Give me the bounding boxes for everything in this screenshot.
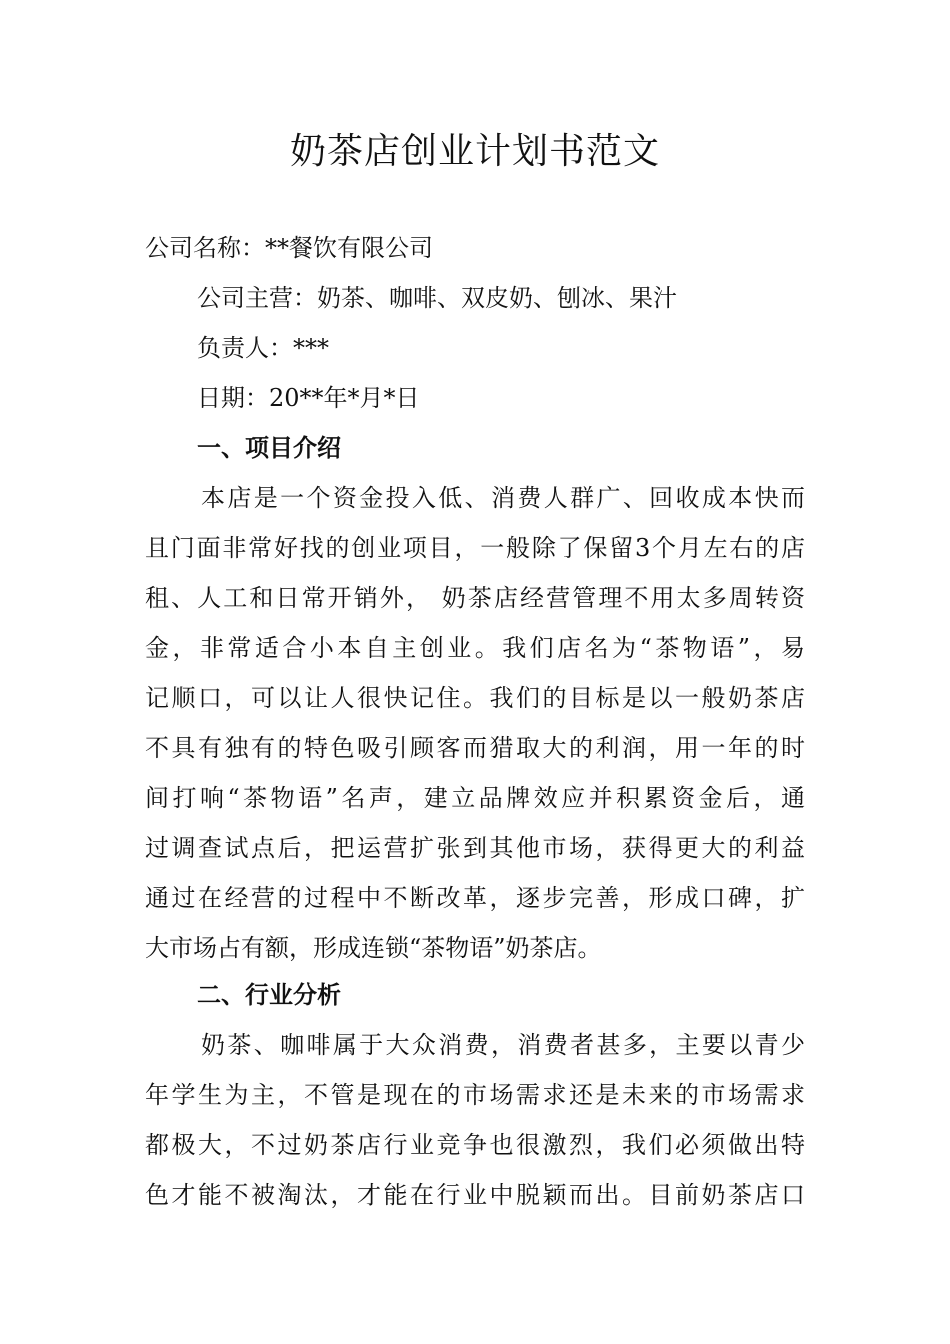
paragraph-line: 色才能不被淘汰，才能在行业中脱颖而出。目前奶茶店口: [145, 1181, 805, 1209]
paragraph-line: 记顺口，可以让人很快记住。我们的目标是以一般奶茶店: [145, 684, 805, 712]
paragraph-line: 过调查试点后，把运营扩张到其他市场，获得更大的利益: [145, 834, 805, 862]
industry-analysis-paragraph: [145, 1020, 805, 1220]
paragraph-line: 间打响“茶物语”名声，建立品牌效应并积累资金后，通: [145, 784, 805, 812]
paragraph-line: 通过在经营的过程中不断改革，逐步完善，形成口碑，扩: [145, 884, 805, 912]
person-in-charge-line: 负责人：***: [197, 334, 329, 362]
paragraph-line: 金，非常适合小本自主创业。我们店名为“茶物语”，易: [145, 634, 805, 662]
section-heading-industry-analysis: 二、行业分析: [197, 980, 341, 1009]
paragraph-line: 大市场占有额，形成连锁“茶物语”奶茶店。: [145, 934, 602, 962]
project-intro-paragraph: [145, 473, 805, 973]
section-heading-project-intro: 一、项目介绍: [197, 433, 341, 462]
paragraph-line: 不具有独有的特色吸引顾客而猎取大的利润，用一年的时: [145, 734, 805, 762]
paragraph-line: 奶茶、咖啡属于大众消费，消费者甚多，主要以青少: [201, 1031, 805, 1059]
paragraph-line: 年学生为主，不管是现在的市场需求还是未来的市场需求: [145, 1081, 805, 1109]
paragraph-line: 都极大，不过奶茶店行业竞争也很激烈，我们必须做出特: [145, 1131, 805, 1159]
document-title: 奶茶店创业计划书范文: [289, 131, 660, 172]
company-business-line: 公司主营：奶茶、咖啡、双皮奶、刨冰、果汁: [197, 284, 677, 312]
company-name-line: 公司名称：**餐饮有限公司: [145, 234, 433, 262]
paragraph-line: 本店是一个资金投入低、消费人群广、回收成本快而: [201, 484, 805, 512]
paragraph-line: 且门面非常好找的创业项目，一般除了保留3个月左右的店: [145, 534, 805, 562]
paragraph-line: 租、人工和日常开销外， 奶茶店经营管理不用太多周转资: [145, 584, 805, 612]
date-line: 日期：20**年*月*日: [197, 384, 420, 412]
